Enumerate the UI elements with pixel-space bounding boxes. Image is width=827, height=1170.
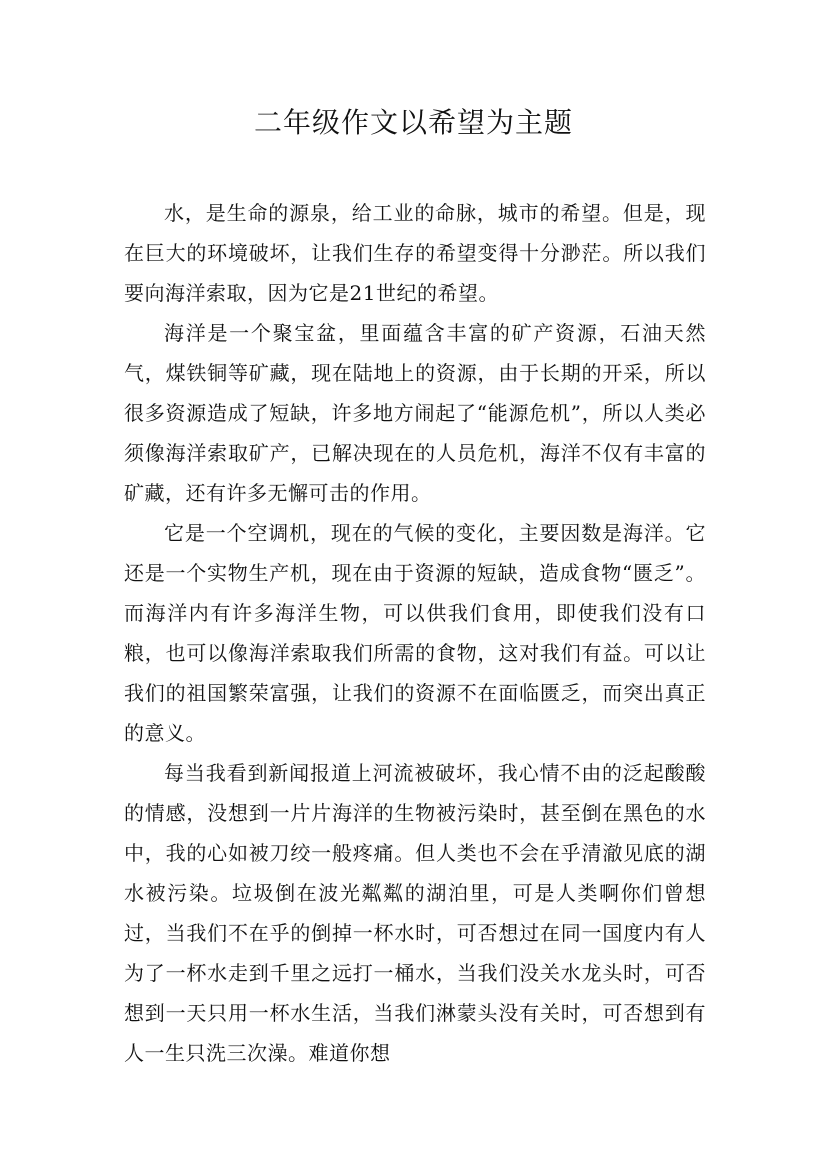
paragraph-1: 水，是生命的源泉，给工业的命脉，城市的希望。但是，现在巨大的环境破坏，让我们生存的希望变得十分渺茫。所以我们要向海洋索取，因为它是21世纪的希望。 (124, 201, 706, 305)
paragraph-2: 海洋是一个聚宝盆，里面蕴含丰富的矿产资源，石油天然气，煤铁铜等矿藏，现在陆地上的资源，由于长期的开采，所以很多资源造成了短缺，许多地方闹起了“能源危机”，所以人类必须像海洋索取矿产，已解决现在的人员危机，海洋不仅有丰富的矿藏，还有许多无懈可击的作用。 (124, 321, 706, 505)
paragraph-4: 每当我看到新闻报道上河流被破坏，我心情不由的泛起酸酸的情感，没想到一片片海洋的生物被污染时，甚至倒在黑色的水中，我的心如被刀绞一般疼痛。但人类也不会在乎清澈见底的湖水被污染。垃圾倒在波光粼粼的湖泊里，可是人类啊你们曾想过，当我们不在乎的倒掉一杯水时，可否想过在同一国度内有人为了一杯水走到千里之远打一桶水，当我们没关水龙头时，可否想到一天只用一杯水生活，当我们淋蒙头没有关时，可否想到有人一生只洗三次澡。难道你想 (124, 761, 706, 1065)
document-body (124, 193, 706, 1073)
document-title: 二年级作文以希望为主题 (253, 106, 573, 139)
paragraph-3: 它是一个空调机，现在的气候的变化，主要因数是海洋。它还是一个实物生产机，现在由于资源的短缺，造成食物“匮乏”。而海洋内有许多海洋生物，可以供我们食用，即使我们没有口粮，也可以像海洋索取我们所需的食物，这对我们有益。可以让我们的祖国繁荣富强，让我们的资源不在面临匮乏，而突出真正的意义。 (124, 521, 706, 745)
